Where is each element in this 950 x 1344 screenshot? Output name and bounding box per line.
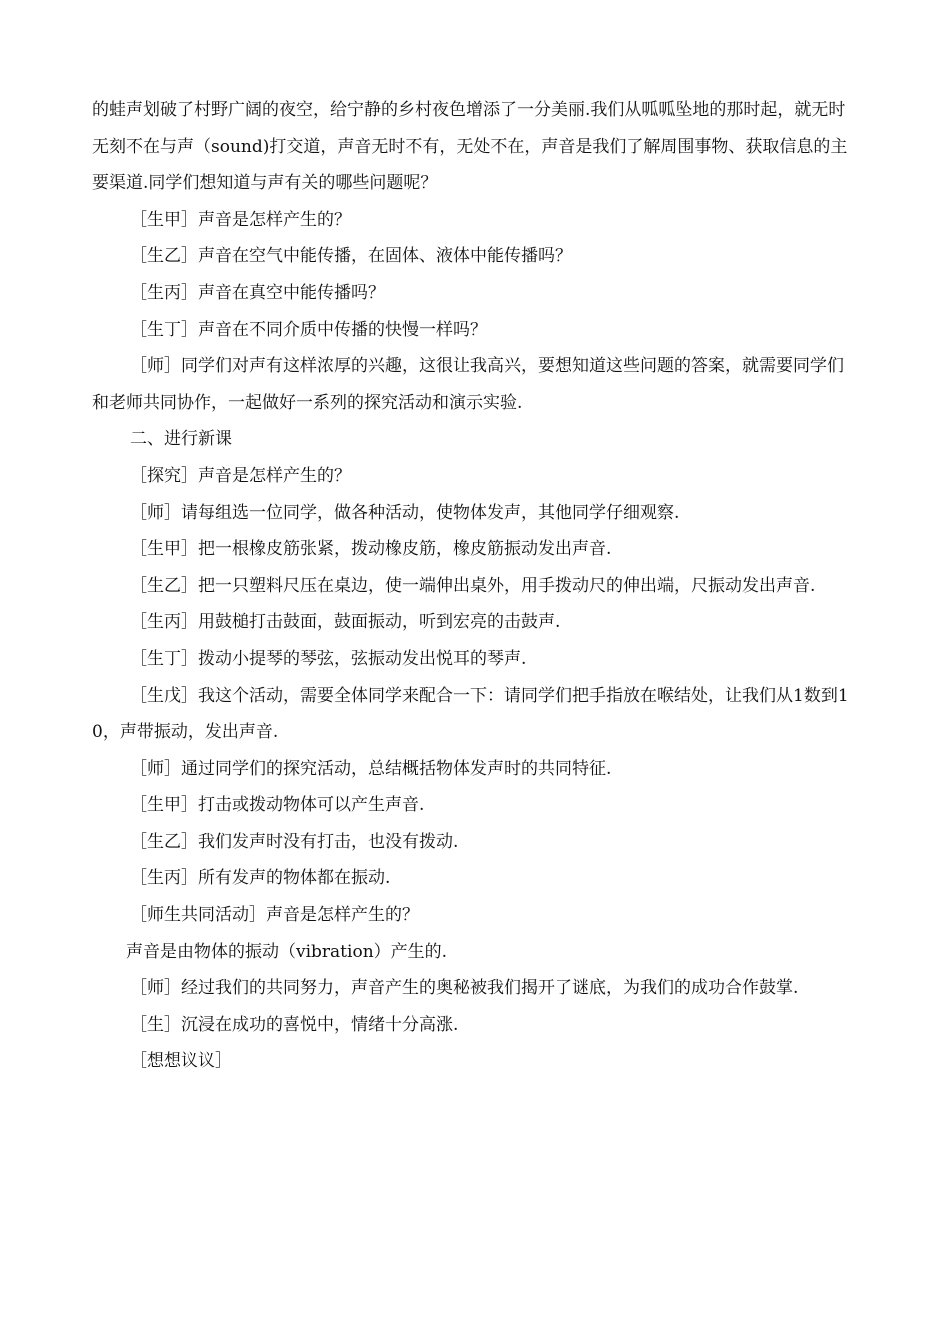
paragraph-conclusion: 声音是由物体的振动（vibration）产生的. [126, 941, 448, 962]
section-heading-new-lesson: 二、进行新课 [130, 429, 232, 450]
paragraph-student-jia-summary: ［生甲］打击或拨动物体可以产生声音. [130, 795, 425, 816]
paragraph-question-yi: ［生乙］声音在空气中能传播，在固体、液体中能传播吗？ [130, 246, 572, 267]
paragraph-teacher-praise: ［师］经过我们的共同努力，声音产生的奥秘被我们揭开了谜底，为我们的成功合作鼓掌. [130, 978, 799, 999]
paragraph-student-ding-activity: ［生丁］拨动小提琴的琴弦，弦振动发出悦耳的琴声. [130, 648, 527, 669]
paragraph-teacher-instruction: ［师］请每组选一位同学，做各种活动，使物体发声，其他同学仔细观察. [130, 502, 680, 523]
paragraph-inquiry-title: ［探究］声音是怎样产生的？ [130, 465, 351, 486]
document-page [92, 92, 860, 1080]
paragraph-student-yi-activity: ［生乙］把一只塑料尺压在桌边，使一端伸出桌外，用手拨动尺的伸出端，尺振动发出声音. [130, 575, 816, 596]
paragraph-student-bing-activity: ［生丙］用鼓槌打击鼓面，鼓面振动，听到宏亮的击鼓声. [130, 612, 561, 633]
paragraph-question-bing: ［生丙］声音在真空中能传播吗？ [130, 282, 385, 303]
paragraph-joint-activity: ［师生共同活动］声音是怎样产生的？ [130, 905, 419, 926]
paragraph-question-jia: ［生甲］声音是怎样产生的？ [130, 209, 351, 230]
paragraph-question-ding: ［生丁］声音在不同介质中传播的快慢一样吗？ [130, 319, 487, 340]
paragraph-student-wu-activity: ［生戊］我这个活动，需要全体同学来配合一下：请同学们把手指放在喉结处，让我们从1数到10，声带振动，发出声音. [92, 685, 849, 743]
paragraph-students-mood: ［生］沉浸在成功的喜悦中，情绪十分高涨. [130, 1014, 459, 1035]
paragraph-think-discuss: ［想想议议］ [130, 1051, 232, 1072]
paragraph-teacher-summary-prompt: ［师］通过同学们的探究活动，总结概括物体发声时的共同特征. [130, 758, 612, 779]
paragraph-student-bing-summary: ［生丙］所有发声的物体都在振动. [130, 868, 391, 889]
paragraph-intro: 的蛙声划破了村野广阔的夜空，给宁静的乡村夜色增添了一分美丽.我们从呱呱坠地的那时起，就无时无刻不在与声（sound)打交道，声音无时不有，无处不在，声音是我们了解周围事物、获取信息的主要渠道.同学们想知道与声有关的哪些问题呢？ [92, 100, 848, 194]
paragraph-teacher-response: ［师］同学们对声有这样浓厚的兴趣，这很让我高兴，要想知道这些问题的答案，就需要同学们和老师共同协作，一起做好一系列的探究活动和演示实验. [92, 356, 844, 413]
paragraph-student-yi-summary: ［生乙］我们发声时没有打击，也没有拨动. [130, 831, 459, 852]
paragraph-student-jia-activity: ［生甲］把一根橡皮筋张紧，拨动橡皮筋，橡皮筋振动发出声音. [130, 539, 612, 560]
